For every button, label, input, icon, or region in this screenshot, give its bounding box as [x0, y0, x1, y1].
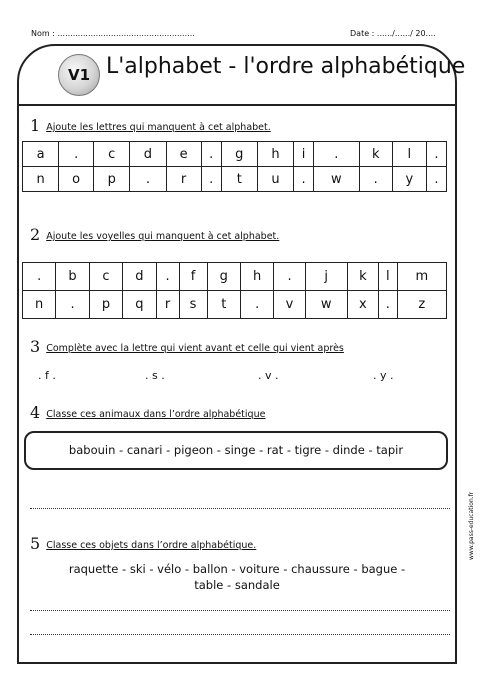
letter-cell: n — [23, 291, 56, 319]
letter-cell: e — [166, 142, 201, 167]
before-after-f[interactable]: . f . — [38, 369, 56, 382]
section-number: 4 — [30, 403, 41, 422]
letter-cell: g — [221, 142, 257, 167]
letter-cell: h — [240, 263, 273, 291]
letter-cell[interactable]: . — [56, 291, 89, 319]
section-number: 1 — [30, 116, 41, 135]
letter-cell[interactable]: . — [359, 167, 392, 192]
letter-cell[interactable]: . — [379, 291, 398, 319]
section-instruction: Classe ces objets dans l’ordre alphabétique. — [46, 540, 257, 551]
objects-list-line-1: raquette - ski - vélo - ballon - voiture - chaussure - bague - — [68, 562, 406, 576]
section-2-heading — [30, 225, 279, 244]
letter-cell: v — [274, 291, 305, 319]
page-title: L'alphabet - l'ordre alphabétique — [106, 54, 466, 79]
section-1-heading — [30, 116, 271, 135]
letter-cell: a — [23, 142, 59, 167]
name-field-label: Nom : ...................................................... — [31, 29, 195, 38]
grid-row — [23, 167, 447, 192]
letter-cell[interactable]: . — [156, 263, 179, 291]
section-5-heading — [30, 534, 256, 553]
letter-cell: w — [314, 167, 359, 192]
letter-cell: z — [397, 291, 446, 319]
before-after-y[interactable]: . y . — [373, 369, 394, 382]
letter-cell: m — [397, 263, 446, 291]
animals-list: babouin - canari - pigeon - singe - rat - tigre - dinde - tapir — [68, 443, 404, 457]
letter-cell: x — [347, 291, 378, 319]
letter-cell[interactable]: . — [294, 167, 314, 192]
letter-cell[interactable]: . — [274, 263, 305, 291]
letter-cell: l — [392, 142, 426, 167]
letter-cell: w — [305, 291, 347, 319]
version-badge: V1 — [58, 54, 100, 96]
letter-cell: p — [94, 167, 130, 192]
grid-row — [23, 291, 447, 319]
letter-cell: g — [207, 263, 240, 291]
letter-cell: l — [379, 263, 398, 291]
letter-cell: n — [23, 167, 59, 192]
section-instruction: Ajoute les voyelles qui manquent à cet alphabet. — [46, 231, 280, 242]
date-field-label: Date : ....../....../ 20.... — [350, 29, 436, 38]
letter-cell: o — [59, 167, 94, 192]
website-watermark: www.pass-education.fr — [468, 491, 475, 560]
letter-cell[interactable]: . — [130, 167, 166, 192]
letter-cell: r — [156, 291, 179, 319]
letter-cell: j — [305, 263, 347, 291]
answer-line[interactable] — [30, 508, 450, 509]
letter-cell: b — [56, 263, 89, 291]
letter-cell: u — [257, 167, 293, 192]
grid-row — [23, 263, 447, 291]
letter-cell: h — [257, 142, 293, 167]
before-after-v[interactable]: . v . — [258, 369, 279, 382]
section-4-heading — [30, 403, 265, 422]
section-instruction: Classe ces animaux dans l’ordre alphabétique — [46, 409, 266, 420]
letter-cell: p — [89, 291, 122, 319]
letter-cell: s — [179, 291, 207, 319]
section-number: 2 — [30, 225, 41, 244]
letter-cell: i — [294, 142, 314, 167]
section-instruction: Complète avec la lettre qui vient avant et celle qui vient après — [46, 343, 344, 354]
answer-line[interactable] — [30, 634, 450, 635]
letter-cell: d — [123, 263, 156, 291]
section-number: 3 — [30, 337, 41, 356]
letter-cell: q — [123, 291, 156, 319]
letter-cell[interactable]: . — [240, 291, 273, 319]
title-divider — [17, 104, 457, 106]
letter-cell: k — [359, 142, 392, 167]
letter-cell: t — [207, 291, 240, 319]
section-number: 5 — [30, 534, 41, 553]
letter-cell[interactable]: . — [59, 142, 94, 167]
letter-cell: d — [130, 142, 166, 167]
section-instruction: Ajoute les lettres qui manquent à cet alphabet. — [46, 122, 271, 133]
grid-row — [23, 142, 447, 167]
letter-cell[interactable]: . — [426, 167, 446, 192]
letter-cell: k — [347, 263, 378, 291]
before-after-s[interactable]: . s . — [145, 369, 165, 382]
letter-cell: r — [166, 167, 201, 192]
letter-cell[interactable]: . — [23, 263, 56, 291]
objects-list-line-2: table - sandale — [194, 578, 280, 592]
letter-cell: c — [94, 142, 130, 167]
letter-cell: y — [392, 167, 426, 192]
letter-cell[interactable]: . — [426, 142, 446, 167]
answer-line[interactable] — [30, 610, 450, 611]
alphabet-grid-2 — [22, 262, 447, 319]
alphabet-grid-1 — [22, 141, 447, 192]
letter-cell[interactable]: . — [314, 142, 359, 167]
letter-cell: t — [221, 167, 257, 192]
letter-cell[interactable]: . — [201, 142, 221, 167]
section-3-heading — [30, 337, 344, 356]
letter-cell: c — [89, 263, 122, 291]
letter-cell[interactable]: . — [201, 167, 221, 192]
letter-cell: f — [179, 263, 207, 291]
